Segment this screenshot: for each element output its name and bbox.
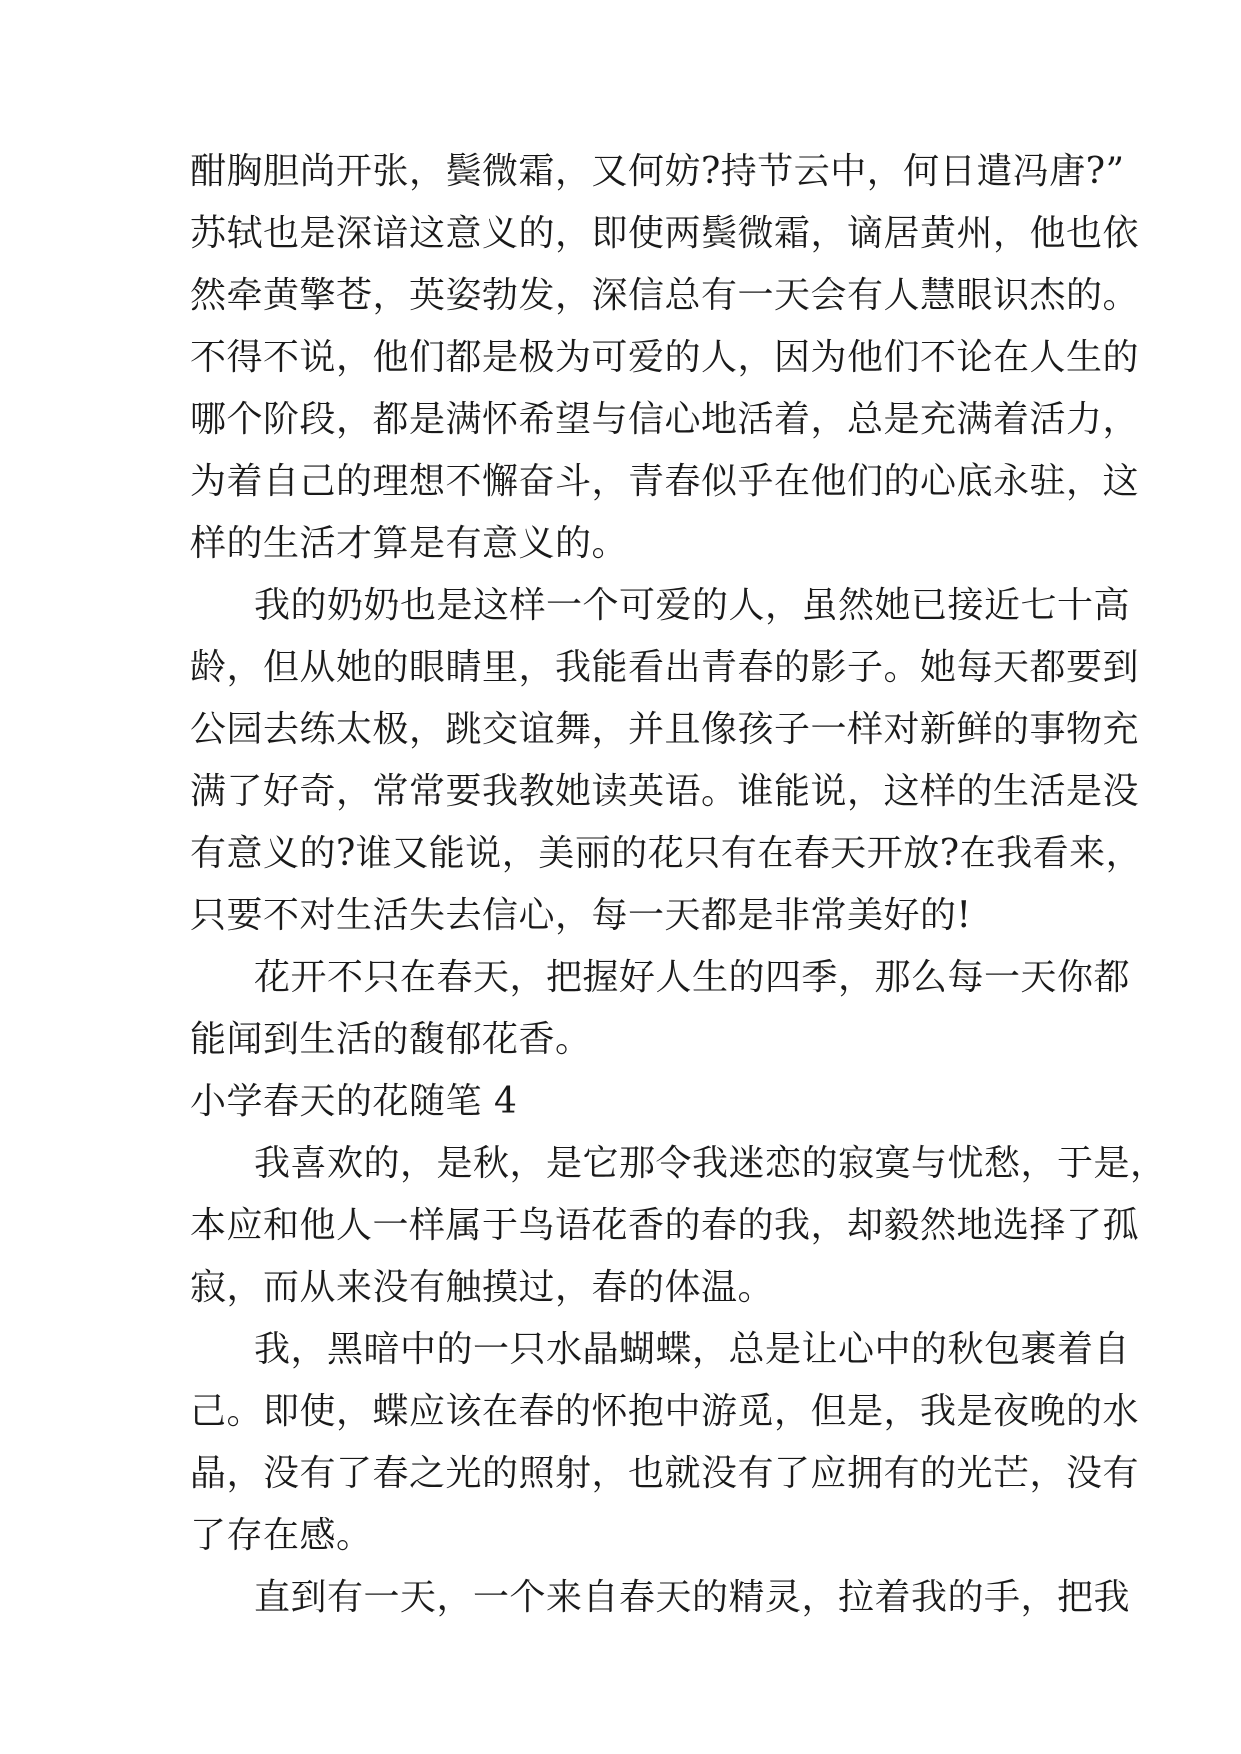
text-line: 有意义的?谁又能说，美丽的花只有在春天开放?在我看来， [190, 833, 1143, 874]
text-line: 己。即使，蝶应该在春的怀抱中游觅，但是，我是夜晚的水 [190, 1391, 1140, 1432]
text-line: 本应和他人一样属于鸟语花香的春的我，却毅然地选择了孤 [190, 1205, 1140, 1246]
text-line: 晶，没有了春之光的照射，也就没有了应拥有的光芒，没有 [190, 1453, 1140, 1494]
section-heading: 小学春天的花随笔 4 [190, 1081, 518, 1122]
text-line: 为着自己的理想不懈奋斗，青春似乎在他们的心底永驻，这 [190, 461, 1140, 502]
text-line: 苏轼也是深谙这意义的，即使两鬓微霜，谪居黄州，他也依 [190, 213, 1140, 254]
text-line: 能闻到生活的馥郁花香。 [190, 1019, 592, 1060]
paragraph-start-line: 我的奶奶也是这样一个可爱的人，虽然她已接近七十高 [254, 585, 1131, 626]
paragraph-start-line: 我，黑暗中的一只水晶蝴蝶，总是让心中的秋包裹着自 [254, 1329, 1131, 1370]
paragraph-start-line: 直到有一天，一个来自春天的精灵，拉着我的手，把我 [254, 1577, 1131, 1618]
paragraph-start-line: 花开不只在春天，把握好人生的四季，那么每一天你都 [254, 957, 1131, 998]
text-line: 不得不说，他们都是极为可爱的人，因为他们不论在人生的 [190, 337, 1140, 378]
text-line: 寂，而从来没有触摸过，春的体温。 [190, 1267, 775, 1308]
text-line: 哪个阶段，都是满怀希望与信心地活着，总是充满着活力， [190, 399, 1140, 440]
paragraph-start-line: 我喜欢的，是秋，是它那令我迷恋的寂寞与忧愁，于是， [254, 1143, 1167, 1184]
text-line: 满了好奇，常常要我教她读英语。谁能说，这样的生活是没 [190, 771, 1140, 812]
text-line: 了存在感。 [190, 1515, 373, 1556]
text-line: 然牵黄擎苍，英姿勃发，深信总有一天会有人慧眼识杰的。 [190, 275, 1140, 316]
text-line: 酣胸胆尚开张，鬓微霜，又何妨?持节云中，何日遣冯唐?” [190, 151, 1125, 192]
text-line: 样的生活才算是有意义的。 [190, 523, 629, 564]
text-line: 龄，但从她的眼睛里，我能看出青春的影子。她每天都要到 [190, 647, 1140, 688]
text-line: 只要不对生活失去信心，每一天都是非常美好的! [190, 895, 972, 936]
text-line: 公园去练太极，跳交谊舞，并且像孩子一样对新鲜的事物充 [190, 709, 1140, 750]
